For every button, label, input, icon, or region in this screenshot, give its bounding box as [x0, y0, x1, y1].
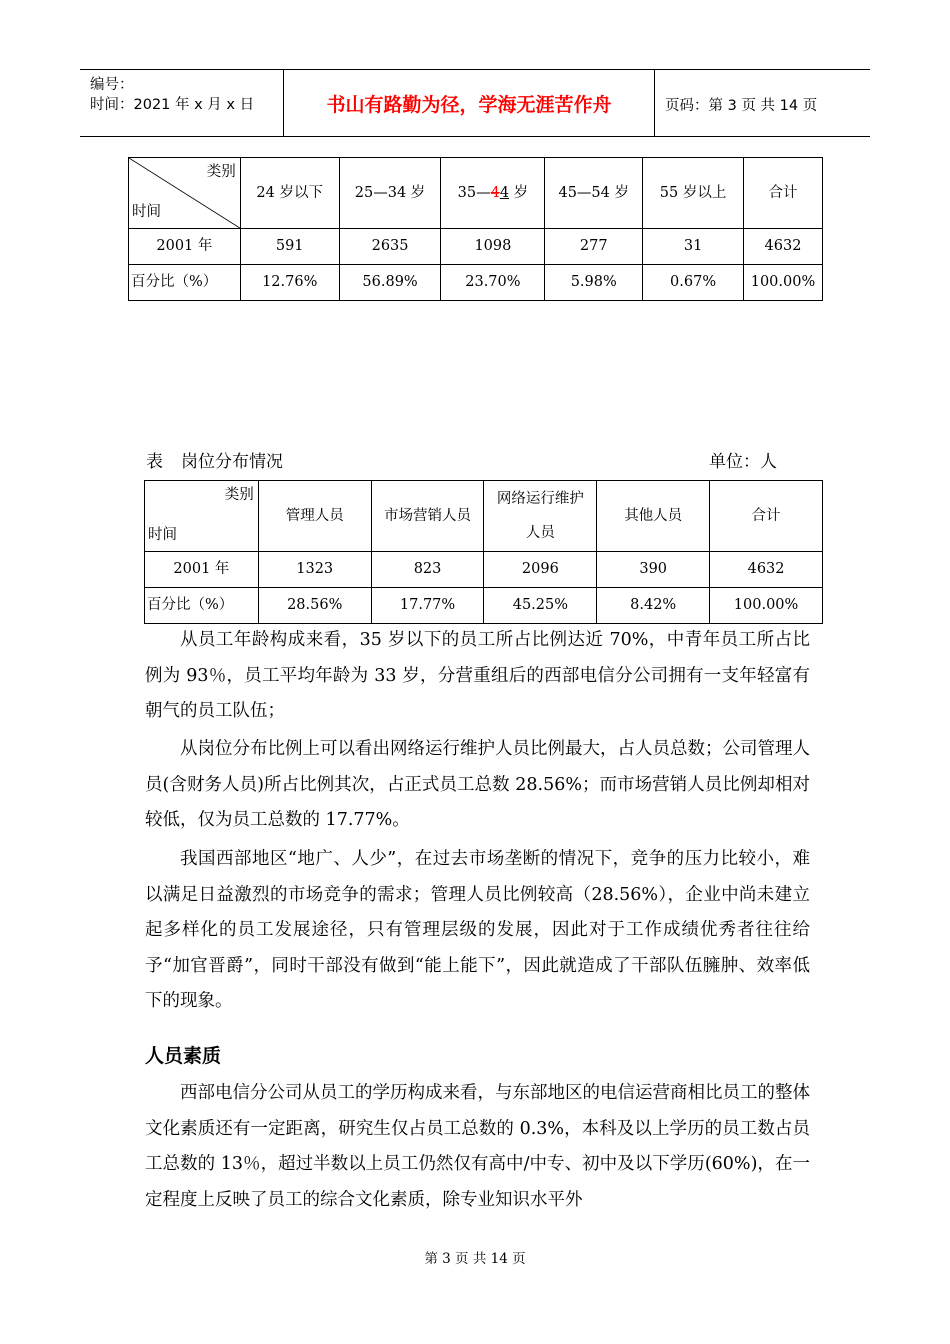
header-cell: 合计 — [743, 158, 822, 229]
table-cell: 0.67% — [643, 265, 744, 301]
table-cell: 100.00% — [743, 265, 822, 301]
header-text: 岁 — [509, 184, 529, 201]
table-cell: 17.77% — [371, 588, 484, 624]
row-label: 2001 年 — [145, 552, 259, 588]
table-cell: 390 — [597, 552, 710, 588]
table-cell: 56.89% — [339, 265, 441, 301]
table-row — [145, 588, 823, 624]
category-label: 类别 — [224, 487, 254, 503]
table-row — [129, 265, 823, 301]
row-label: 百分比（%） — [145, 588, 259, 624]
header-cell: 24 岁以下 — [240, 158, 339, 229]
header-cell: 合计 — [710, 481, 823, 552]
page-header — [80, 69, 870, 137]
deleted-text: 4 — [490, 184, 500, 201]
category-label: 类别 — [206, 164, 236, 180]
table-unit: 单位：人 — [709, 452, 777, 472]
header-cell — [484, 481, 597, 552]
table-caption — [146, 447, 283, 472]
header-cell: 其他人员 — [597, 481, 710, 552]
time-label: 时间：2021 年 x 月 x 日 — [90, 97, 255, 113]
table-cell: 1098 — [441, 229, 545, 265]
corner-header-cell — [145, 481, 259, 552]
corner-header-cell — [129, 158, 241, 229]
header-text: 35— — [457, 184, 491, 201]
table-cell: 4632 — [743, 229, 822, 265]
header-cell: 管理人员 — [258, 481, 371, 552]
row-label: 百分比（%） — [129, 265, 241, 301]
time-axis-label: 时间 — [148, 527, 177, 544]
section-heading: 人员素质 — [145, 1045, 222, 1067]
table-cell: 12.76% — [240, 265, 339, 301]
header-text: 人员 — [525, 525, 555, 541]
table-cell: 31 — [643, 229, 744, 265]
header-motto: 书山有路勤为径，学海无涯苦作舟 — [284, 70, 655, 136]
table-cell: 2096 — [484, 552, 597, 588]
table-cell: 277 — [545, 229, 643, 265]
header-page-code: 页码：第 3 页 共 14 页 — [665, 98, 818, 114]
row-label: 2001 年 — [129, 229, 241, 265]
header-cell: 55 岁以上 — [643, 158, 744, 229]
header-cell: 市场营销人员 — [371, 481, 484, 552]
table-cell: 2635 — [339, 229, 441, 265]
table-cell: 8.42% — [597, 588, 710, 624]
table-cell: 591 — [240, 229, 339, 265]
inserted-text: 4 — [499, 184, 510, 201]
table-header-row — [129, 158, 823, 229]
table-cell: 23.70% — [441, 265, 545, 301]
time-axis-label: 时间 — [132, 204, 161, 221]
age-distribution-table — [128, 157, 823, 301]
paragraph-position-analysis: 从岗位分布比例上可以看出网络运行维护人员比例最大，占人员总数；公司管理人员(含财务人员)所占比例其次，占正式员工总数 28.56%；而市场营销人员比例却相对较低，仅为员工总数的 17.77%。 — [145, 739, 810, 830]
paragraph-management-issue: 我国西部地区“地广、人少”，在过去市场垄断的情况下，竞争的压力比较小，难以满足日益激烈的市场竞争的需求；管理人员比例较高（28.56%），企业中尚未建立起多样化的员工发展途径，只有管理层级的发展，因此对于工作成绩优秀者往往给予“加官晋爵”，同时干部没有做到“能上能下”，因此就造成了干部队伍臃肿、效率低下的现象。 — [145, 849, 810, 1011]
table-cell: 5.98% — [545, 265, 643, 301]
paragraph-age-analysis: 从员工年龄构成来看，35 岁以下的员工所占比例达近 70%，中青年员工所占比例为 93％，员工平均年龄为 33 岁，分营重组后的西部电信分公司拥有一支年轻富有朝气的员工队伍； — [145, 630, 810, 721]
header-cell: 25—34 岁 — [339, 158, 441, 229]
table-cell: 1323 — [258, 552, 371, 588]
caption-prefix: 表 — [146, 452, 163, 472]
table-cell: 4632 — [710, 552, 823, 588]
table-cell: 823 — [371, 552, 484, 588]
caption-title: 岗位分布情况 — [181, 452, 283, 472]
table-cell: 28.56% — [258, 588, 371, 624]
header-meta — [80, 70, 284, 136]
header-cell: 45—54 岁 — [545, 158, 643, 229]
header-text: 网络运行维护 — [496, 491, 584, 507]
position-distribution-table — [144, 480, 823, 624]
page-footer: 第 3 页 共 14 页 — [424, 1251, 526, 1267]
table-row — [129, 229, 823, 265]
number-label: 编号： — [90, 77, 134, 93]
header-cell-tracked-change — [441, 158, 545, 229]
table-header-row — [145, 481, 823, 552]
table-row — [145, 552, 823, 588]
table-cell: 100.00% — [710, 588, 823, 624]
table-cell: 45.25% — [484, 588, 597, 624]
paragraph-staff-quality: 西部电信分公司从员工的学历构成来看，与东部地区的电信运营商相比员工的整体文化素质还有一定距离，研究生仅占员工总数的 0.3%，本科及以上学历的员工数占员工总数的 13％，超过半数以上员工仍然仅有高中/中专、初中及以下学历(60%)，在一定程度上反映了员工的综合文化素质，除专业知识水平外 — [145, 1083, 810, 1210]
